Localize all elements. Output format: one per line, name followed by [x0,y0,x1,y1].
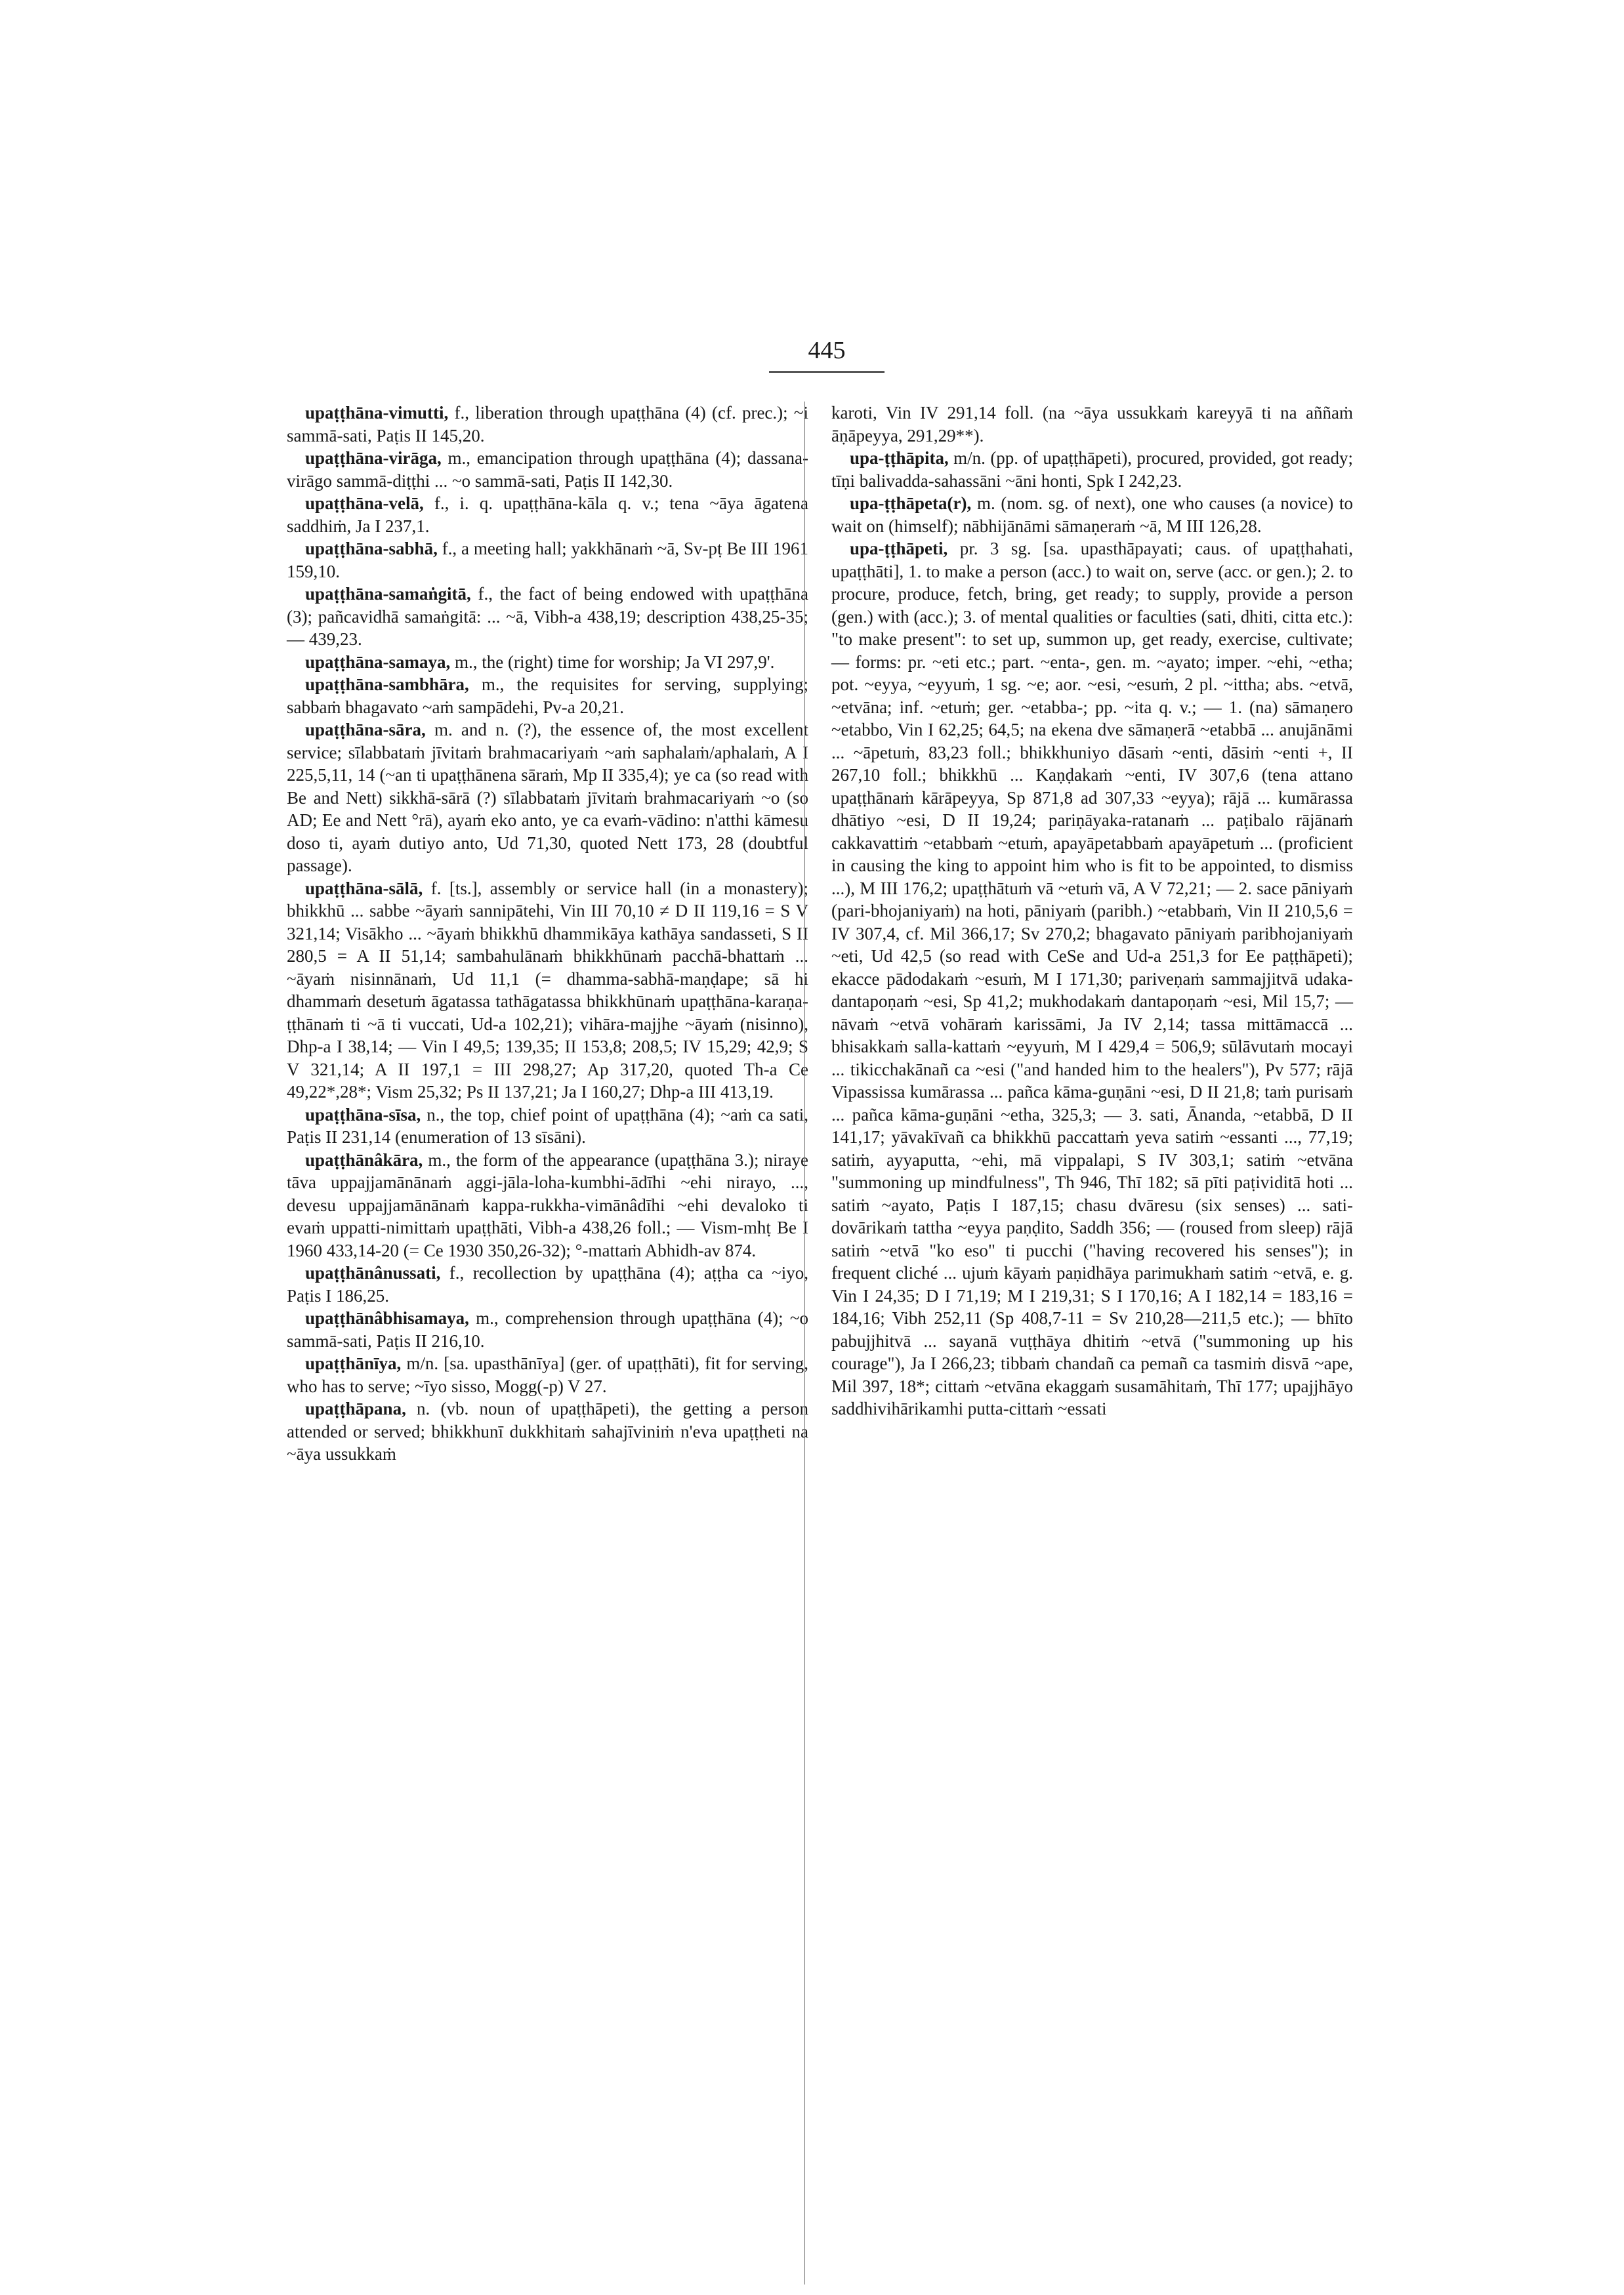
entry-headword: upaṭṭhānânussati, [305,1263,441,1283]
dictionary-entry [287,1104,808,1149]
entry-headword: upa-ṭṭhāpeta(r), [850,493,972,513]
entry-headword: upaṭṭhāna-sabhā, [305,539,438,558]
entry-body: m/n. (pp. of upaṭṭhāpeti), procured, provided, got ready; tīṇi balivadda-sahassāni ~āni honti, Spk I 242,23. [831,448,1353,491]
entry-body: f., the fact of being endowed with upaṭṭhāna (3); pañcavidhā samaṅgitā: ... ~ā, Vibh-a 438,19; description 438,25-35; — 439,23. [287,584,808,649]
entry-body: n., the top, chief point of upaṭṭhāna (4); ~aṁ ca sati, Paṭis II 231,14 (enumeration of 13 sīsāni). [287,1104,808,1147]
dictionary-entry [831,447,1353,492]
entry-body: f., liberation through upaṭṭhāna (4) (cf. prec.); ~i sammā-sati, Paṭis II 145,20. [287,403,808,445]
dictionary-entry [287,1352,808,1397]
dictionary-entry [287,651,808,674]
entry-headword: upaṭṭhānâkāra, [305,1149,423,1170]
entry-body: pr. 3 sg. [sa. upasthāpayati; caus. of upaṭṭhahati, upaṭṭhāti], 1. to make a person (acc.) to wait on, serve (acc. or gen.); 2. to procure, produce, fetch, bring, get ready; to supply, provide a person (gen.) with (acc.); 3. of mental qualities or faculties (sati, dhiti, citta etc.): "to make present": to set up, summon up, get ready, exercise, cultivate; — forms: pr. ~eti etc.; part. ~enta-, gen. m. ~ayato; imper. ~ehi, ~etha; pot. ~eyya, ~eyyuṁ, 1 sg. ~e; aor. ~esi, ~esuṁ, 2 pl. ~ittha; abs. ~etvā, ~etvāna; inf. ~etuṁ; ger. ~etabba-; pp. ~ita q. v.; — 1. (na) sāmaṇero ~etabbo, Vin I 62,25; 64,5; na ekena dve sāmaṇerā ~etabbā ... anujānāmi ... ~āpetuṁ, 83,23 foll.; bhikkhuniyo dāsaṁ ~enti, dāsiṁ ~enti +, II 267,10 foll.; bhikkhū ... Kaṇḍakaṁ ~enti, IV 307,6 (tena attano upaṭṭhānaṁ kārāpeyya, Sp 871,8 ad 307,33 ~eyya); rājā ... kumārassa dhātiyo ~esi, D II 19,24; pariṇāyaka-ratanaṁ ... paṭibalo rājānaṁ cakkavattiṁ ~etabbaṁ ~etuṁ, apayāpetabbaṁ apayāpetuṁ ... (proficient in causing the king to appoint him who is fit to be appointed, to dismiss ...), M III 176,2; upaṭṭhātuṁ vā ~etuṁ vā, A V 72,21; — 2. sace pāniyaṁ (pari-bhojaniyaṁ) na hoti, pāniyaṁ (paribh.) ~etabbaṁ, Vin II 210,5,6 = IV 307,4, cf. Mil 366,17; Sv 270,2; bhagavato pāniyaṁ paribhojaniyaṁ ~eti, Ud 42,5 (so read with CeSe and Ud-a 251,3 for Ee paṭṭhāpeti); ekacce pādodakaṁ ~esuṁ, M I 171,30; pariveṇaṁ sammajjitvā udaka-dantapoṇaṁ ~esi, Sp 41,2; mukhodakaṁ dantapoṇaṁ ~esi, Mil 15,7; — nāvaṁ ~etvā vohāraṁ karissāmi, Ja IV 2,14; tassa mittāmaccā ... bhisakkaṁ salla-kattaṁ ~eyyuṁ, M I 429,4 = 506,9; sūlāvutaṁ mocayi ... tikicchakānañ ca ~esi ("and handed him to the healers"), Pv 577; rājā Vipassissa kumārassa ... pañca kāma-guṇāni ~esi, D II 21,8; taṁ purisaṁ ... pañca kāma-guṇāni ~etha, 325,3; — 3. sati, Ānanda, ~etabbā, D II 141,17; yāvakīvañ ca bhikkhū paccattaṁ yeva satiṁ ~essanti ..., 77,19; satiṁ, ayyaputta, ~ehi, mā vippalapi, S IV 303,1; satiṁ ~etvāna "summoning up mindfulness", Th 946, Thī 182; sā pīti paṭividitā hoti ... satiṁ ~ayato, Paṭis I 187,15; chasu dvāresu (six senses) ... sati-dovārikaṁ tattha ~eyya paṇḍito, Saddh 356; — (roused from sleep) rājā satiṁ ~etvā "ko eso" ti pucchi ("having recovered his senses"); in frequent cliché ... ujuṁ kāyaṁ paṇidhāya parimukhaṁ satiṁ ~etvā, e. g. Vin I 24,35; D I 71,19; M I 219,31; S I 170,16; A I 182,14 = 183,16 = 184,16; Vibh 252,11 (Sp 408,7-11 = Sv 210,28—211,5 etc.); — bhīto pabujjhitvā ... sayanā vuṭṭhāya dhitiṁ ~etvā ("summoning up his courage"), Ja I 266,23; tibbaṁ chandañ ca pemañ ca tasmiṁ disvā ~ape, Mil 397, 18*; cittaṁ ~etvāna ekaggaṁ susamāhitaṁ, Thī 177; upajjhāyo saddhivihārikamhi putta-cittaṁ ~essati [831,539,1353,1418]
entry-headword: upaṭṭhānīya, [305,1354,402,1373]
dictionary-entry [287,537,808,583]
entry-headword: upaṭṭhāna-sāra, [305,720,426,739]
entry-body: m., emancipation through upaṭṭhāna (4); dassana-virāgo sammā-diṭṭhi ... ~o sammā-sati, Paṭis II 142,30. [287,448,808,491]
dictionary-entry [287,492,808,537]
dictionary-entry [287,673,808,718]
entry-body: m/n. [sa. upasthānīya] (ger. of upaṭṭhāti), fit for serving, who has to serve; ~īyo sisso, Mogg(-p) V 27. [287,1354,808,1396]
entry-headword: upa-ṭṭhāpita, [850,448,949,468]
entry-body: f., a meeting hall; yakkhānaṁ ~ā, Sv-pṭ Be III 1961 159,10. [287,539,808,581]
entry-body: n. (vb. noun of upaṭṭhāpeti), the getting a person attended or served; bhikkhunī dukkhitaṁ sahajīviniṁ n'eva upaṭṭheti na ~āya ussukkaṁ [287,1399,808,1464]
column-divider [804,402,805,2285]
entry-body: f., i. q. upaṭṭhāna-kāla q. v.; tena ~āya āgatena saddhiṁ, Ja I 237,1. [287,493,808,536]
entry-headword: upaṭṭhāna-velā, [305,493,424,513]
entry-headword: upa-ṭṭhāpeti, [850,539,948,558]
entry-headword: upaṭṭhāna-sālā, [305,878,423,898]
entry-body: m., the requisites for serving, supplying; sabbaṁ bhagavato ~aṁ sampādehi, Pv-a 20,21. [287,674,808,717]
dictionary-entry [287,1397,808,1466]
entry-body: m., the form of the appearance (upaṭṭhāna 3.); niraye tāva uppajjamānānaṁ aggi-jāla-loha-kumbhi-ādīhi ~ehi nirayo, ..., devesu uppajjamānānaṁ kappa-rukkha-vimānâdīhi ~ehi devaloko ti evaṁ uppatti-nimittaṁ upaṭṭhāti, Vibh-a 438,26 foll.; — Vism-mhṭ Be I 1960 433,14-20 (= Ce 1930 350,26-32); °-mattaṁ Abhidh-av 874. [287,1149,808,1260]
entry-body: m., the (right) time for worship; Ja VI 297,9'. [450,651,775,672]
page-number-rule [769,371,885,373]
dictionary-entry [287,1149,808,1262]
left-column [287,402,808,1466]
entry-body: f., recollection by upaṭṭhāna (4); aṭṭha ca ~iyo, Paṭis I 186,25. [287,1263,808,1306]
entry-headword: upaṭṭhāna-sīsa, [305,1104,421,1125]
dictionary-entry [831,492,1353,537]
entry-headword: upaṭṭhāna-virāga, [305,448,442,468]
entry-body: m. and n. (?), the essence of, the most excellent service; sīlabbataṁ jīvitaṁ brahmacariyaṁ ~aṁ saphalaṁ/aphalaṁ, A I 225,5,11, 14 (~an ti upaṭṭhānena sāraṁ, Mp II 335,4); ye ca (so read with Be and Nett) sikkhā-sārā (?) sīlabbataṁ jīvitaṁ brahmacariyaṁ ~o (so AD; Ee and Nett °rā), ayaṁ eko anto, ye ca evaṁ-vādino: n'atthi kāmesu doso ti, ayaṁ dutiyo anto, Ud 71,30, quoted Nett 173, 28 (doubtful passage). [287,720,808,875]
dictionary-entry [287,447,808,492]
entry-headword: upaṭṭhāna-samaya, [305,651,451,672]
entry-body: m., comprehension through upaṭṭhāna (4); ~o sammā-sati, Paṭis II 216,10. [287,1308,808,1351]
dictionary-entry [831,537,1353,1420]
dictionary-entry-continuation [831,402,1353,447]
entry-body: m. (nom. sg. of next), one who causes (a novice) to wait on (himself); nābhijānāmi sāmaṇeraṁ ~ā, M III 126,28. [831,493,1353,536]
entry-body: karoti, Vin IV 291,14 foll. (na ~āya ussukkaṁ kareyyā ti na aññaṁ āṇāpeyya, 291,29**). [831,403,1353,445]
entry-body: f. [ts.], assembly or service hall (in a monastery); bhikkhū ... sabbe ~āyaṁ sannipātehi, Vin III 70,10 ≠ D II 119,16 = S V 321,14; Visākho ... ~āyaṁ bhikkhū dhammikāya kathāya sandasseti, S II 280,5 = A II 51,14; sambahulānaṁ bhikkhūnaṁ pacchā-bhattaṁ ... ~āyaṁ nisinnānaṁ, Ud 11,1 (= dhamma-sabhā-maṇḍape; sā hi dhammaṁ desetuṁ āgatassa tathāgatassa bhikkhūnaṁ upaṭṭhāna-karaṇa-ṭṭhānaṁ ti ~ā ti vuccati, Ud-a 102,21); vihāra-majjhe ~āyaṁ (nisinno), Dhp-a I 38,14; — Vin I 49,5; 139,35; II 153,8; 208,5; IV 15,29; 42,9; S V 321,14; A II 197,1 = III 298,27; Ap 317,20, quoted Th-a Ce 49,22*,28*; Vism 25,32; Ps II 137,21; Ja I 160,27; Dhp-a III 413,19. [287,878,808,1102]
page-number: 445 [808,337,846,364]
entry-headword: upaṭṭhāpana, [305,1399,406,1418]
dictionary-entry [287,1262,808,1307]
entry-headword: upaṭṭhāna-vimutti, [305,403,449,423]
dictionary-entry [287,583,808,651]
entry-headword: upaṭṭhāna-samaṅgitā, [305,584,471,604]
right-column [831,402,1353,1420]
entry-headword: upaṭṭhānâbhisamaya, [305,1308,469,1328]
dictionary-entry [287,1307,808,1352]
dictionary-entry [287,718,808,877]
dictionary-entry [287,402,808,447]
entry-headword: upaṭṭhāna-sambhāra, [305,674,469,694]
dictionary-entry [287,877,808,1104]
